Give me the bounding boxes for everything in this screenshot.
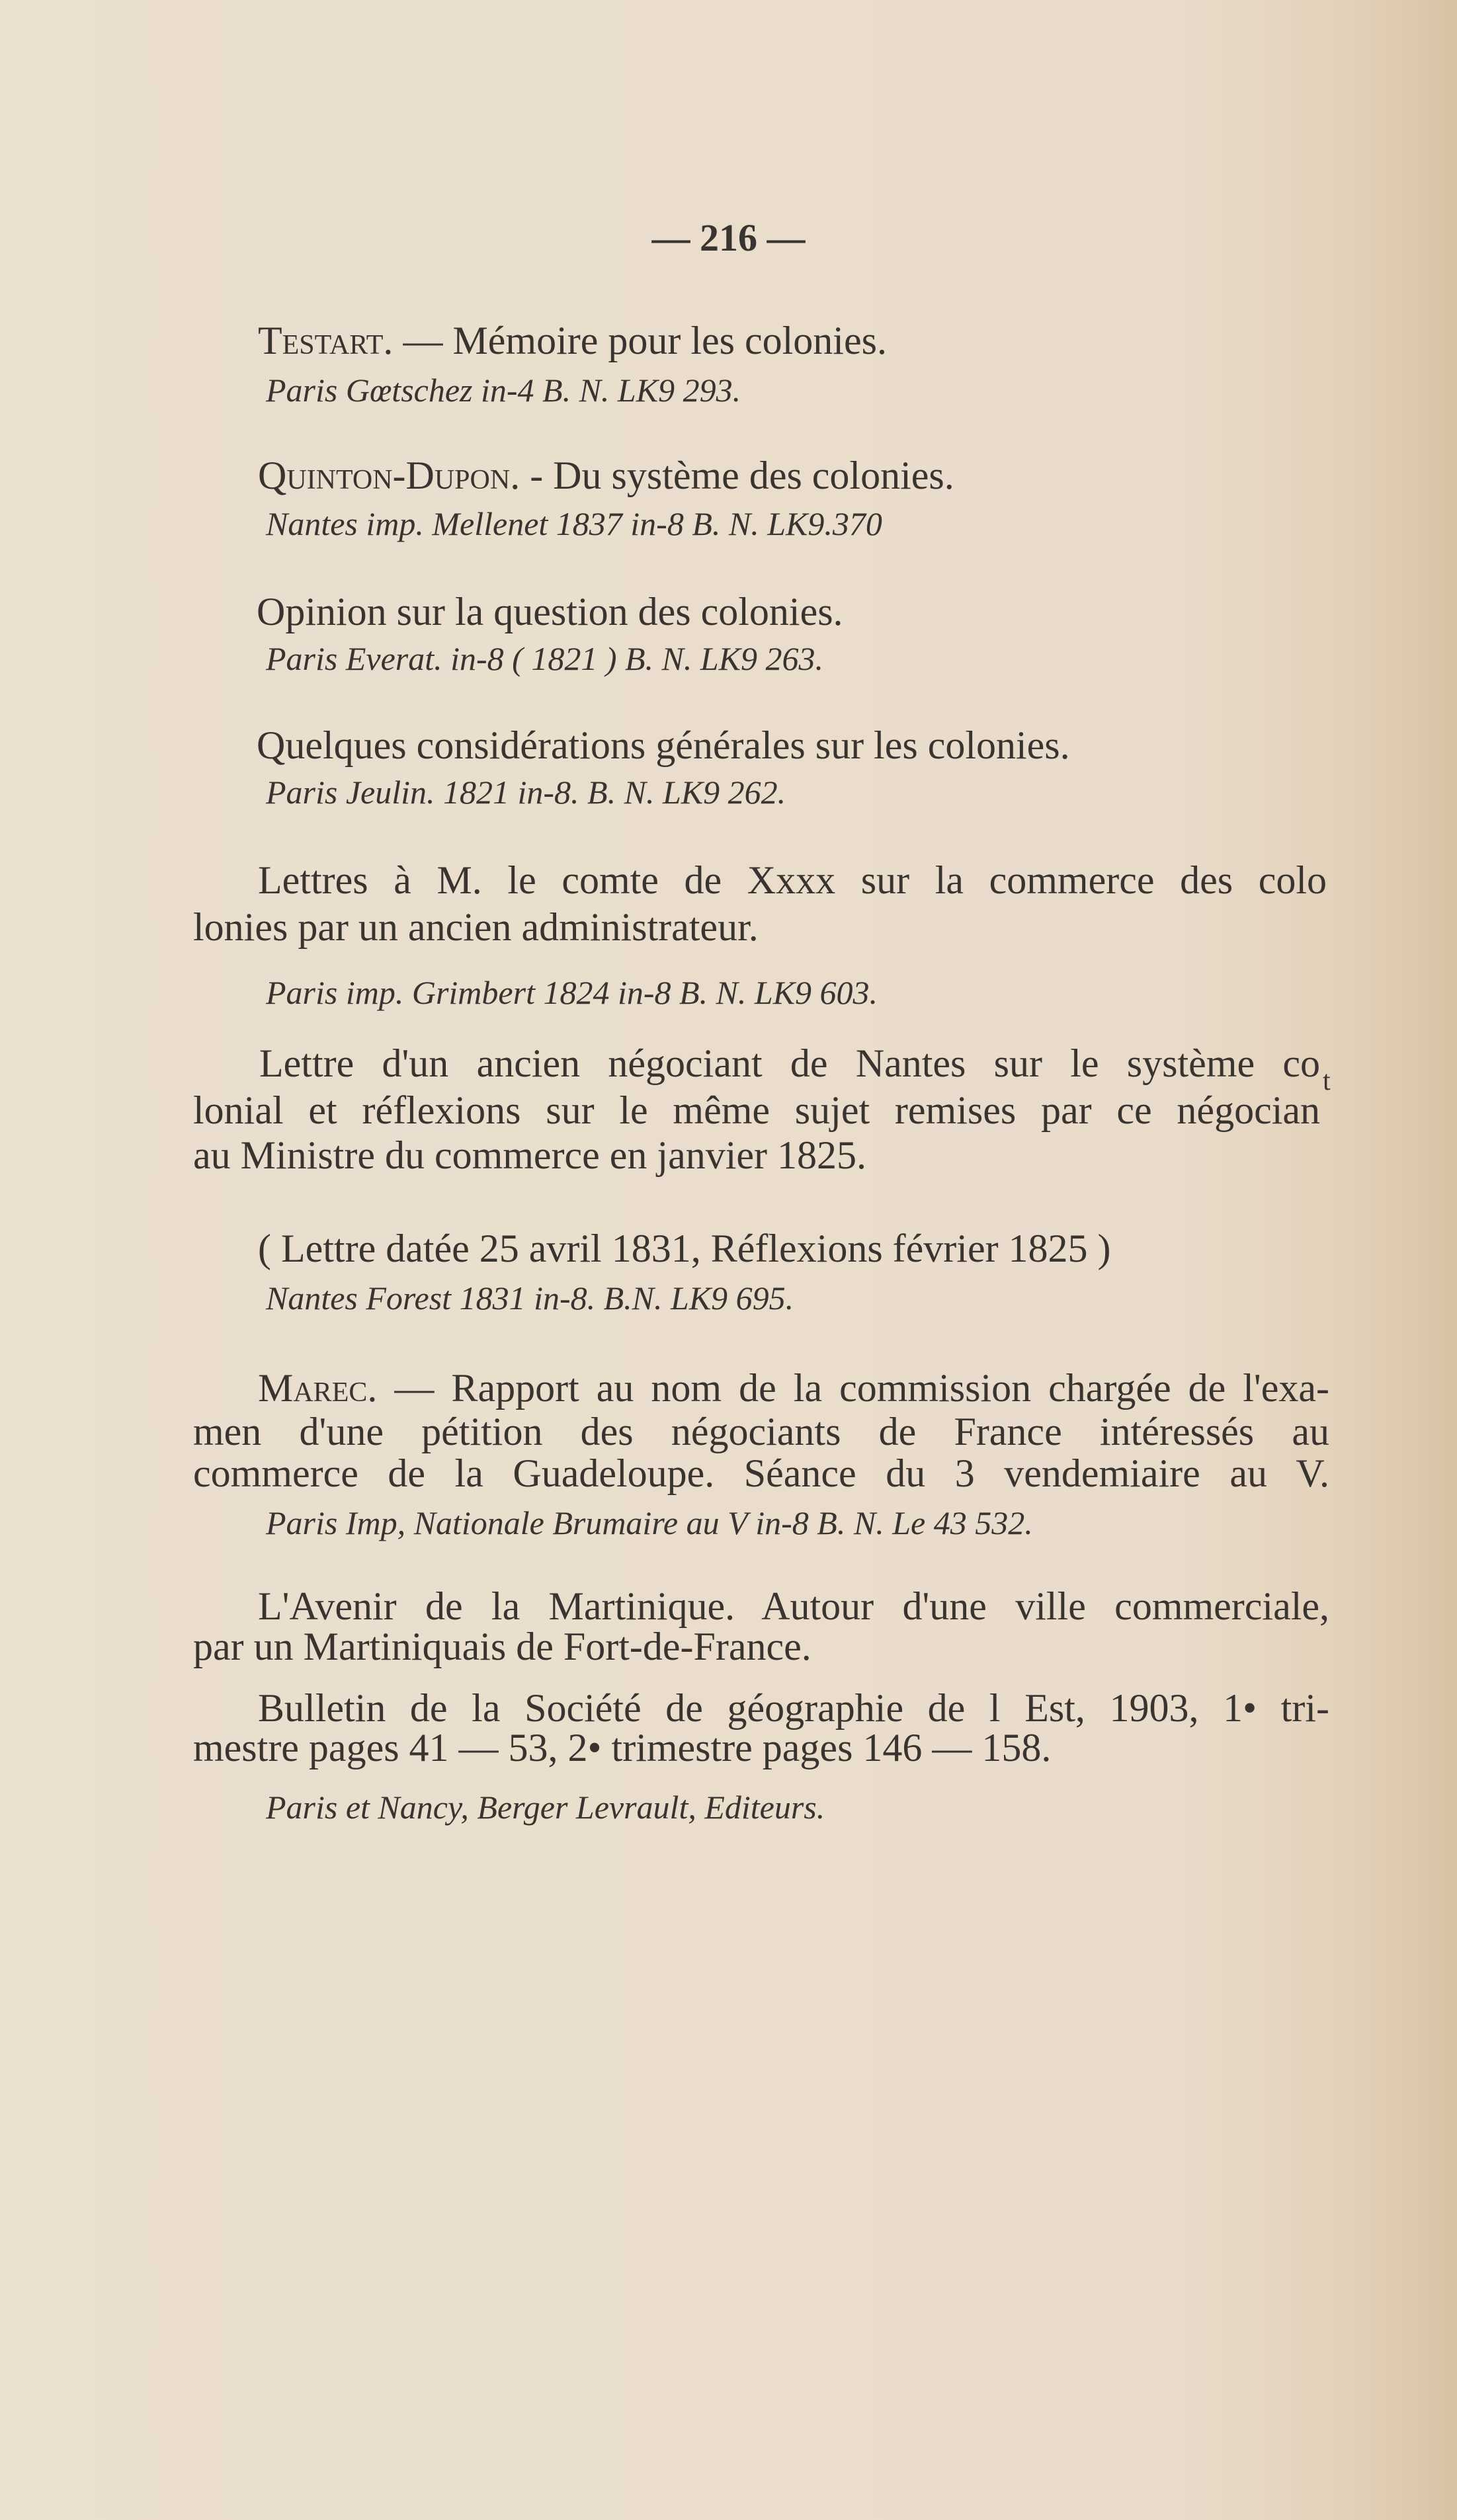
text-line: lonies par un ancien administrateur. bbox=[193, 905, 759, 949]
superscript: t bbox=[1323, 1066, 1331, 1096]
author: Testart. bbox=[258, 319, 394, 362]
text-line: men d'une pétition des négociants de France intéressés au bbox=[193, 1410, 1329, 1453]
text-line: lonial et réflexions sur le même sujet remises par ce négocian bbox=[193, 1088, 1320, 1132]
text-line: Lettres à M. le comte de Xxxx sur la commerce des colo bbox=[258, 858, 1327, 902]
title: Opinion sur la question des colonies. bbox=[257, 590, 843, 633]
reference: Paris Imp, Nationale Brumaire au V in-8 B. N. Le 43 532. bbox=[266, 1504, 1033, 1541]
text-line: ( Lettre datée 25 avril 1831, Réflexions février 1825 ) bbox=[258, 1227, 1111, 1270]
text-line: Bulletin de la Société de géographie de l Est, 1903, 1• tri- bbox=[258, 1686, 1329, 1730]
title: - Du système des colonies. bbox=[520, 454, 954, 497]
text-line: Lettre d'un ancien négociant de Nantes sur le système co bbox=[259, 1041, 1320, 1085]
reference: Nantes imp. Mellenet 1837 in-8 B. N. LK9.370 bbox=[266, 505, 882, 542]
reference: Paris imp. Grimbert 1824 in-8 B. N. LK9 603. bbox=[266, 974, 878, 1011]
author: Quinton-Dupon. bbox=[258, 454, 520, 497]
text-line: L'Avenir de la Martinique. Autour d'une ville commerciale, bbox=[258, 1584, 1329, 1628]
reference: Paris Jeulin. 1821 in-8. B. N. LK9 262. bbox=[266, 774, 786, 811]
text-line: par un Martiniquais de Fort-de-France. bbox=[193, 1625, 812, 1668]
page-number: — 216 — bbox=[651, 216, 806, 259]
reference: Paris et Nancy, Berger Levrault, Editeurs. bbox=[266, 1789, 825, 1826]
text-line: commerce de la Guadeloupe. Séance du 3 vendemiaire au V. bbox=[193, 1451, 1329, 1495]
text-line: mestre pages 41 — 53, 2• trimestre pages 146 — 158. bbox=[193, 1726, 1052, 1769]
reference: Nantes Forest 1831 in-8. B.N. LK9 695. bbox=[266, 1280, 794, 1317]
title: — Mémoire pour les colonies. bbox=[393, 319, 887, 362]
text-line: au Ministre du commerce en janvier 1825. bbox=[193, 1133, 867, 1177]
reference: Paris Everat. in-8 ( 1821 ) B. N. LK9 263. bbox=[266, 640, 824, 677]
title: Quelques considérations générales sur les colonies. bbox=[257, 723, 1070, 767]
text-line: — Rapport au nom de la commission chargée de l'exa- bbox=[377, 1366, 1329, 1410]
author: Marec. bbox=[258, 1366, 378, 1410]
reference: Paris Gœtschez in-4 B. N. LK9 293. bbox=[266, 372, 741, 409]
